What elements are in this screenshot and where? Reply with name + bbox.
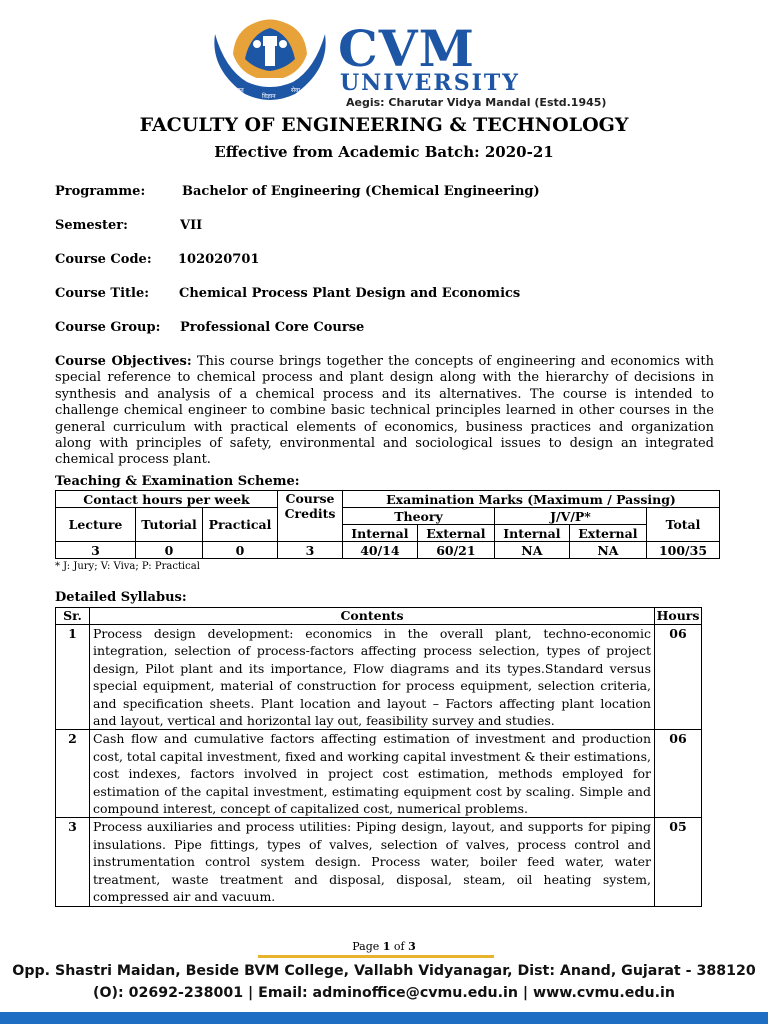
row-sr: 1 (56, 625, 90, 730)
course-code-row (55, 252, 260, 267)
practical-header: Practical (203, 508, 278, 542)
syllabus-heading: Detailed Syllabus: (55, 590, 187, 605)
programme-value: Bachelor of Engineering (Chemical Engineering) (182, 184, 540, 199)
footer-bar (0, 1012, 768, 1024)
theory-internal-value: 40/14 (343, 542, 418, 559)
total-value: 100/35 (647, 542, 720, 559)
semester-label: Semester: (55, 218, 128, 233)
course-code-label: Course Code: (55, 252, 152, 267)
scheme-table (55, 490, 720, 559)
faculty-title: FACULTY OF ENGINEERING & TECHNOLOGY (139, 114, 629, 136)
course-group-value: Professional Core Course (180, 320, 365, 335)
course-group-row (55, 320, 365, 335)
row-hours: 06 (655, 625, 702, 730)
semester-row (55, 218, 203, 233)
theory-external-value: 60/21 (417, 542, 494, 559)
programme-row (55, 184, 540, 199)
jvp-internal-value: NA (494, 542, 569, 559)
page-prefix: Page (352, 940, 383, 953)
brand-subtitle: UNIVERSITY (340, 70, 520, 96)
page-total: 3 (408, 940, 416, 953)
svg-text:ज्ञान: ज्ञान (235, 87, 244, 94)
contact-hours-header: Contact hours per week (56, 491, 278, 508)
page-number (0, 940, 768, 953)
course-credits-header: Course Credits (278, 491, 343, 542)
course-title-label: Course Title: (55, 286, 150, 301)
course-title-row (55, 286, 521, 301)
jvp-header: J/V/P* (494, 508, 646, 525)
academic-batch: Effective from Academic Batch: 2020-21 (214, 143, 554, 161)
footer-divider (258, 955, 494, 958)
theory-external-header: External (417, 525, 494, 542)
row-sr: 3 (56, 818, 90, 906)
sr-header: Sr. (56, 608, 90, 625)
course-code-value: 102020701 (178, 252, 260, 267)
scheme-footnote: * J: Jury; V: Viva; P: Practical (55, 561, 200, 572)
scheme-heading: Teaching & Examination Scheme: (55, 474, 300, 489)
total-header: Total (647, 508, 720, 542)
table-row (56, 818, 702, 906)
row-contents: Process auxiliaries and process utilities: Piping design, layout, and supports for piping insulations. Pipe fittings, types of valves, selection of valves, process control and instrumentation control system design. Process water, boiler feed water, water treatment, waste treatment and disposal, disposal, steam, oil heating system, compressed air and vacuum. (90, 818, 655, 906)
practical-value: 0 (203, 542, 278, 559)
jvp-external-value: NA (569, 542, 646, 559)
page-of: of (390, 940, 409, 953)
row-sr: 2 (56, 730, 90, 818)
course-objectives (55, 354, 714, 469)
footer-address: Opp. Shastri Maidan, Beside BVM College, Vallabh Vidyanagar, Dist: Anand, Gujarat - 388120 (12, 963, 756, 979)
lecture-header: Lecture (56, 508, 136, 542)
brand-name: CVM (338, 19, 475, 78)
svg-text:सेवा: सेवा (291, 87, 300, 94)
table-row (56, 625, 702, 730)
exam-marks-header: Examination Marks (Maximum / Passing) (343, 491, 720, 508)
row-contents: Cash flow and cumulative factors affecting estimation of investment and production cost, total capital investment, fixed and working capital investment & their estimations, cost indexes, factors involved in project cost estimation, methods employed for estimation of the capital investment, estimating equipment cost by scaling. Simple and compound interest, concept of capitalized cost, numerical problems. (90, 730, 655, 818)
svg-text:विज्ञान: विज्ञान (262, 93, 276, 100)
tutorial-header: Tutorial (136, 508, 203, 542)
course-group-label: Course Group: (55, 320, 161, 335)
row-contents: Process design development: economics in the overall plant, techno-economic integration, selection of process-factors affecting process selection, types of project design, Pilot plant and its importance, Flow diagrams and its types.Standard versus special equipment, material of construction for process equipment, selection criteria, and specification sheets. Plant location and layout – Factors affecting plant location and layout, vertical and horizontal lay out, feasibility survey and studies. (90, 625, 655, 730)
course-title-value: Chemical Process Plant Design and Economics (179, 286, 521, 301)
row-hours: 06 (655, 730, 702, 818)
syllabus-table (55, 607, 702, 907)
university-emblem-logo (205, 14, 335, 104)
footer-contact: (O): 02692-238001 | Email: adminoffice@cvmu.edu.in | www.cvmu.edu.in (92, 985, 676, 1001)
theory-header: Theory (343, 508, 495, 525)
hours-header: Hours (655, 608, 702, 625)
credits-value: 3 (278, 542, 343, 559)
programme-label: Programme: (55, 184, 146, 199)
table-row (56, 730, 702, 818)
theory-internal-header: Internal (343, 525, 418, 542)
page-current: 1 (382, 940, 391, 953)
brand-aegis: Aegis: Charutar Vidya Mandal (Estd.1945) (346, 96, 607, 109)
tutorial-value: 0 (136, 542, 203, 559)
jvp-internal-header: Internal (494, 525, 569, 542)
objectives-text: This course brings together the concepts of engineering and economics with special reference to chemical process and plant design along with the hierarchy of decisions in synthesis and analysis of a chemical process and its alternatives. The course is intended to challenge chemical engineer to combine basic technical principles learned in other courses in the general curriculum with practical elements of economics, business practices and organization along with principles of safety, environmental and sociological issues to design an integrated chemical process plant. (55, 354, 714, 468)
semester-value: VII (180, 218, 203, 233)
contents-header: Contents (90, 608, 655, 625)
objectives-label: Course Objectives: (55, 354, 192, 369)
brand-block (338, 19, 607, 109)
row-hours: 05 (655, 818, 702, 906)
jvp-external-header: External (569, 525, 646, 542)
lecture-value: 3 (56, 542, 136, 559)
